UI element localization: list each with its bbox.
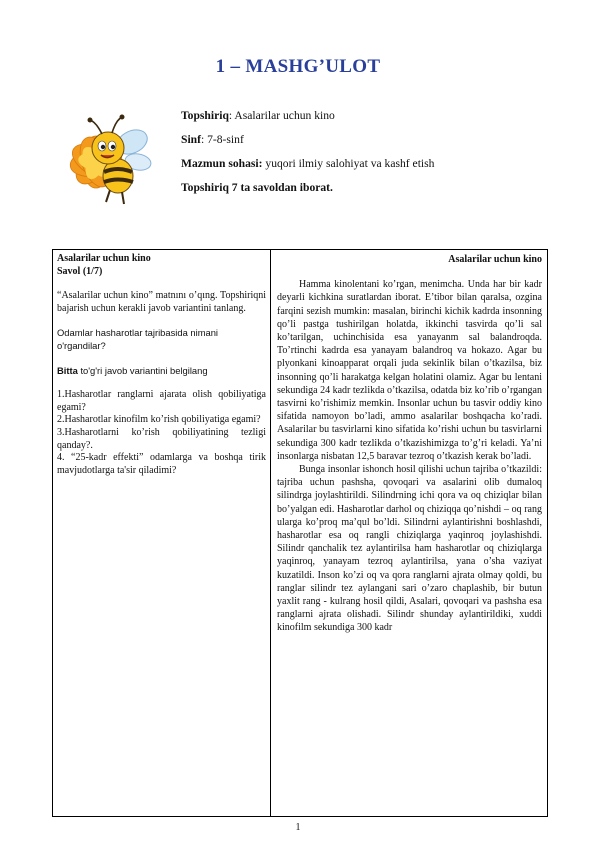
task-table (52, 249, 548, 817)
answer-instruction (57, 365, 266, 378)
reading-paragraph-1: Hamma kinolentani ko’rgan, menimcha. Unda har bir kadr deyarli kichkina suratlardan iborat. E’tibor bilan qaralsa, ozgina farqini sezish mumkin: masalan, birinchi kichik kadrda insonning qo’li pastga tushirilgan holatda, ikkinchi tasvirda qo’li sal ko’tarilgan, uchinchisida esa yanayanm sal balandroqda. To’rtinchi kadrda esa yanayam balandroq va hokazo. Agar bu plyonkani kinoapparat orqali juda sekinlik bilan o’tkazilsa, biz insonning qo’li harakatga kelgan holatini olamiz. Agar bu lentani sekundiga 24 kadr tezlikda o’tkazilsa, odatda biz ko’rib o’rgangan tasvirni ko’rishimiz memkin. Insonlar uchun bu tasvir oddiy kino sifatida namoyon bo’ladi, ammo asalarilar boshqacha ko’radi. Asalarilar bu tasvirlarni kino sifatida ko’rishi uchun bu tasvirlarni sekundiga 300 kadr tezlikda o’tkazishimizga to’g’ri keladi. Ya’ni insonlarga nisbatan 12,5 baravar tezroq o’tkazish kerak bo’ladi. (277, 279, 542, 462)
sinf-label: Sinf (181, 133, 201, 146)
topshiriq-value: : Asalarilar uchun kino (228, 109, 335, 122)
mazmun-value: yuqori ilmiy salohiyat va kashf etish (262, 157, 435, 170)
sinf-value: : 7-8-sinf (200, 133, 244, 146)
question-column (53, 250, 271, 816)
reading-heading: Asalarilar uchun kino (448, 254, 542, 265)
question-count-row (181, 178, 561, 202)
answer-option-3[interactable]: 3.Hasharotlarni ko’rish qobiliyatining tezligi qanday?. (57, 426, 266, 451)
topshiriq-row (181, 106, 561, 130)
mazmun-row (181, 154, 561, 178)
reading-paragraph-2: Bunga insonlar ishonch hosil qilishi uchun tajriba o’tkazildi: tajriba uchun pashsha, qovoqari va asalarini olib dumaloq silindrga joylashtirildi. Silindrning ichi qora va oq chiziqlar bilan bo’yalgan edi. Hasharotlar darhol oq chiziqqa qo’nishdi – oq rang ularga ko’proq ma’qul bo’ldi. Silindrni aylantirishni boshlashdi, hasharotlar esa oq rangli chiziqlarga yaqinroq joylashishdi. Silindr qanchalik tez aylantirilsa ham hasharotlar oq chiziqlarga yaqinroq, yanayam tezroq aylantirilsa, yana o’sha vaziyat kuzatildi. Inson ko’zi oq va qora ranglarni ajrata olmay qoldi, bu ranglar silindr tez aylangani sari o’zaro chaplashib, bir butun yaxlit rang - kulrang hosil qildi, Asalari, qovoqari va pashsha esa ranglarni ajrata olishadi. Silindr shunday aylantirildiki, xuddi kinofilm sekundiga 300 kadr (277, 464, 542, 634)
answer-option-2[interactable]: 2.Hasharotlar kinofilm ko’rish qobiliyatiga egami? (57, 414, 261, 426)
answer-option-1[interactable]: 1.Hasharotlar ranglarni ajarata olish qobiliyatiga egami? (57, 389, 266, 413)
instruction-bold: Bitta (57, 364, 78, 376)
question-text: Odamlar hasharotlar tajribasida nimani o'rgandilar? (57, 327, 219, 351)
sinf-row (181, 130, 561, 154)
mazmun-label: Mazmun sohasi: (181, 157, 263, 170)
page-title: 1 – MASHG’ULOT (215, 56, 381, 77)
question-heading: Asalarilar uchun kino (57, 253, 151, 264)
question-count: Topshiriq 7 ta savoldan iborat. (181, 181, 333, 194)
question-intro: “Asalarilar uchun kino” matnını o’qıng. Topshiriqni bajarish uchun kerakli javob variantini tanlang. (57, 290, 266, 314)
assignment-info (181, 106, 561, 202)
topshiriq-label: Topshiriq (181, 109, 229, 122)
answer-option-4[interactable]: 4. “25-kadr effekti” odamlarga va boshqa tirik mavjudotlarga ta'sir qiladimi? (57, 452, 266, 476)
reading-text-column (271, 250, 547, 816)
instruction-rest: to'g'ri javob variantini belgilang (77, 364, 208, 376)
question-number: Savol (1/7) (57, 265, 103, 277)
bee-on-flower-icon (48, 104, 160, 214)
page-number: 1 (295, 822, 301, 833)
